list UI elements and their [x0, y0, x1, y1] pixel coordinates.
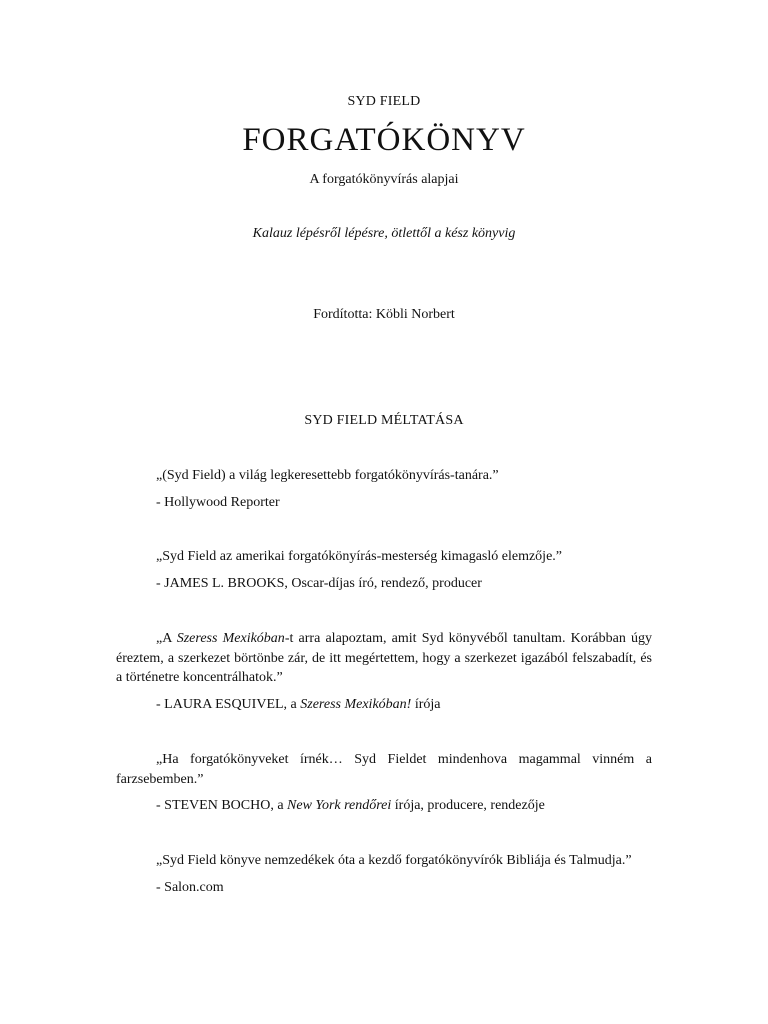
attribution-work-title: Szeress Mexikóban! [300, 696, 412, 712]
section-heading: SYD FIELD MÉLTATÁSA [304, 413, 464, 428]
book-tagline: Kalauz lépésről lépésre, ötlettől a kész könyvig [252, 226, 516, 241]
quote-attribution: - Hollywood Reporter [156, 494, 280, 510]
quote-text-start: „A [156, 631, 177, 646]
attribution-role: írója, producere, rendezője [391, 798, 545, 813]
attribution-name: - STEVEN BOCHO, a [156, 798, 288, 813]
quote-block-3 [116, 629, 652, 714]
quote-text [116, 629, 652, 688]
film-title: Szeress Mexikóban [176, 631, 285, 646]
quote-block-5 [116, 851, 652, 897]
quote-text: „Syd Field könyve nemzedékek óta a kezdő forgatókönyvírók Bibliája és Talmudja.” [156, 853, 632, 868]
quote-attribution [116, 695, 652, 715]
quote-block-1 [116, 466, 652, 512]
quote-attribution: - JAMES L. BROOKS, Oscar-díjas író, rendező, producer [156, 575, 482, 591]
quote-attribution: - Salon.com [156, 879, 224, 895]
quote-block-4 [116, 750, 652, 816]
translator-credit: Fordította: Köbli Norbert [313, 307, 455, 322]
quote-text: „(Syd Field) a világ legkeresettebb forgatókönyvírás-tanára.” [156, 468, 499, 483]
quote-block-2 [116, 547, 652, 593]
attribution-work-title: New York rendőrei [287, 798, 392, 813]
book-title: FORGATÓKÖNYV [242, 122, 526, 158]
author-name: SYD FIELD [347, 94, 421, 109]
quote-text: „Syd Field az amerikai forgatókönyírás-mesterség kimagasló elemzője.” [156, 549, 562, 564]
quote-text-rest: -t arra alapoztam, amit Syd könyvéből tanultam. Korábban úgy éreztem, a szerkezet börtönbe zár, de itt megértettem, hogy a szerkezet igazából felszabadít, és a történetre koncentrálhatok.” [116, 631, 652, 685]
quote-text: „Ha forgatókönyveket írnék… Syd Fieldet mindenhova magammal vinném a farzsebemben.” [116, 752, 652, 787]
attribution-role: írója [411, 696, 441, 712]
attribution-name: - LAURA ESQUIVEL, a [156, 696, 301, 712]
quote-attribution [116, 796, 652, 816]
book-subtitle: A forgatókönyvírás alapjai [309, 172, 459, 187]
